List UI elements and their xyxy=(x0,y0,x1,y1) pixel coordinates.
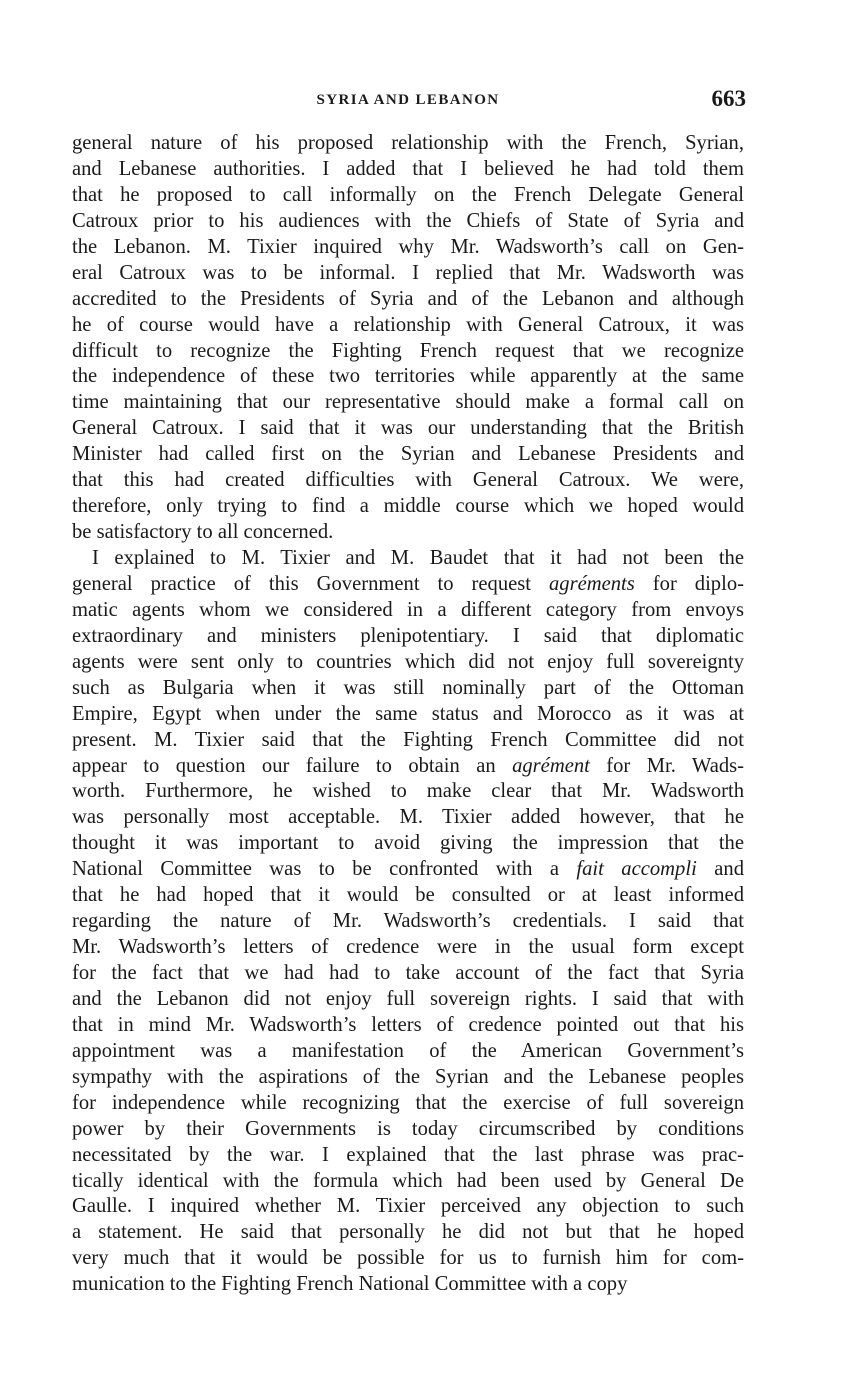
text-run: for the fact that we had had to take account of the fact that Syria xyxy=(72,962,744,984)
text-run: Catroux prior to his audiences with the Chiefs of State of Syria and xyxy=(72,209,744,232)
text-run: and xyxy=(696,858,744,881)
text-line xyxy=(72,183,744,209)
text-line xyxy=(72,494,744,520)
text-run: such as Bulgaria when it was still nominally part of the Ottoman xyxy=(72,676,744,699)
text-line xyxy=(72,468,744,494)
italic-term: agrément xyxy=(512,754,590,777)
text-run: and the Lebanon did not enjoy full sovereign rights. I said that with xyxy=(72,987,744,1010)
text-run: a statement. He said that personally he did not but that he hoped xyxy=(72,1221,744,1244)
text-run: worth. Furthermore, he wished to make clear that Mr. Wadsworth xyxy=(72,780,744,803)
text-run: Minister had called first on the Syrian and Lebanese Presidents and xyxy=(72,443,744,466)
text-run: that he had hoped that it would be consulted or at least informed xyxy=(72,884,744,907)
text-line xyxy=(72,1013,744,1039)
text-run: power by their Governments is today circumscribed by conditions xyxy=(72,1117,744,1140)
text-run: he of course would have a relationship with General Catroux, it was xyxy=(72,313,744,336)
text-line xyxy=(72,261,744,287)
text-run: necessitated by the war. I explained that the last phrase was prac- xyxy=(72,1143,744,1166)
text-line xyxy=(72,624,744,650)
text-line xyxy=(72,546,744,572)
running-title: SYRIA AND LEBANON xyxy=(316,92,500,108)
text-line xyxy=(72,676,744,702)
text-line xyxy=(72,1143,744,1169)
text-line xyxy=(72,313,744,339)
text-run: accredited to the Presidents of Syria and of the Lebanon and although xyxy=(72,287,744,310)
text-run: Gaulle. I inquired whether M. Tixier perceived any objection to such xyxy=(72,1195,744,1218)
text-run: and Lebanese authorities. I added that I believed he had told them xyxy=(72,157,744,180)
text-run: therefore, only trying to find a middle course which we hoped would xyxy=(72,495,744,518)
text-run: regarding the nature of Mr. Wadsworth’s credentials. I said that xyxy=(72,910,744,933)
text-run: agents were sent only to countries which did not enjoy full sovereignty xyxy=(72,650,744,673)
text-line xyxy=(72,1169,744,1195)
text-line xyxy=(72,831,744,857)
running-head xyxy=(72,88,744,118)
text-line xyxy=(72,442,744,468)
text-run: National Committee was to be confronted with a xyxy=(72,858,577,881)
text-line xyxy=(72,650,744,676)
text-line xyxy=(72,572,744,598)
text-line xyxy=(72,209,744,235)
body-text xyxy=(72,131,744,1298)
text-line xyxy=(72,883,744,909)
text-line xyxy=(72,1246,744,1272)
text-line xyxy=(72,598,744,624)
text-line xyxy=(72,1272,744,1298)
text-line xyxy=(72,235,744,261)
text-line xyxy=(72,857,744,883)
text-line xyxy=(72,909,744,935)
page-number: 663 xyxy=(711,86,746,111)
text-run: time maintaining that our representative should make a formal call on xyxy=(72,391,744,414)
text-line xyxy=(72,728,744,754)
text-line xyxy=(72,364,744,390)
text-run: tically identical with the formula which had been used by General De xyxy=(72,1169,744,1192)
text-run: munication to the Fighting French National Committee with a copy xyxy=(72,1273,628,1296)
text-line xyxy=(72,805,744,831)
text-line xyxy=(72,1117,744,1143)
paragraph xyxy=(72,131,744,546)
text-run: present. M. Tixier said that the Fighting French Committee did not xyxy=(72,728,744,751)
text-line xyxy=(72,416,744,442)
text-run: for diplo- xyxy=(634,572,744,595)
text-run: the independence of these two territories while apparently at the same xyxy=(72,365,744,388)
text-run: thought it was important to avoid giving the impression that the xyxy=(72,832,744,855)
text-run: appear to question our failure to obtain an xyxy=(72,754,513,777)
text-line xyxy=(72,754,744,780)
italic-term: agréments xyxy=(549,572,635,595)
paragraph xyxy=(72,546,744,1298)
text-line xyxy=(72,935,744,961)
text-run: general practice of this Government to request xyxy=(72,572,549,595)
text-line xyxy=(72,1091,744,1117)
text-line xyxy=(72,520,744,546)
text-run: general nature of his proposed relationship with the French, Syrian, xyxy=(72,132,744,154)
text-run: Mr. Wadsworth’s letters of credence were in the usual form except xyxy=(72,936,744,959)
text-line xyxy=(72,287,744,313)
text-line xyxy=(72,1039,744,1065)
text-line xyxy=(72,157,744,183)
text-run: the Lebanon. M. Tixier inquired why Mr. Wadsworth’s call on Gen- xyxy=(72,235,744,258)
text-line xyxy=(72,961,744,987)
text-run: that this had created difficulties with General Catroux. We were, xyxy=(72,469,744,492)
text-line xyxy=(72,1065,744,1091)
text-run: Empire, Egypt when under the same status and Morocco as it was at xyxy=(72,702,744,725)
text-run: that in mind Mr. Wadsworth’s letters of credence pointed out that his xyxy=(72,1013,744,1036)
text-run: difficult to recognize the Fighting French request that we recognize xyxy=(72,339,744,362)
text-run: extraordinary and ministers plenipotentiary. I said that diplomatic xyxy=(72,624,744,647)
text-line xyxy=(72,702,744,728)
text-run: appointment was a manifestation of the American Government’s xyxy=(72,1039,744,1062)
text-line xyxy=(72,390,744,416)
text-run: General Catroux. I said that it was our understanding that the British xyxy=(72,417,744,440)
italic-term: fait accompli xyxy=(576,858,697,881)
text-line xyxy=(72,131,744,157)
text-run: sympathy with the aspirations of the Syrian and the Lebanese peoples xyxy=(72,1065,744,1088)
text-run: be satisfactory to all concerned. xyxy=(72,521,334,544)
text-run: that he proposed to call informally on the French Delegate General xyxy=(72,183,744,206)
text-line xyxy=(72,987,744,1013)
text-run: for Mr. Wads- xyxy=(589,754,745,777)
text-line xyxy=(72,1220,744,1246)
text-run: for independence while recognizing that the exercise of full sovereign xyxy=(72,1091,744,1114)
text-run: matic agents whom we considered in a different category from envoys xyxy=(72,598,744,621)
text-line xyxy=(72,339,744,365)
text-run: very much that it would be possible for us to furnish him for com- xyxy=(72,1247,744,1270)
text-run: was personally most acceptable. M. Tixier added however, that he xyxy=(72,806,744,829)
text-run: eral Catroux was to be informal. I replied that Mr. Wadsworth was xyxy=(72,261,744,284)
text-run: I explained to M. Tixier and M. Baudet that it had not been the xyxy=(92,547,744,569)
text-line xyxy=(72,779,744,805)
text-line xyxy=(72,1194,744,1220)
